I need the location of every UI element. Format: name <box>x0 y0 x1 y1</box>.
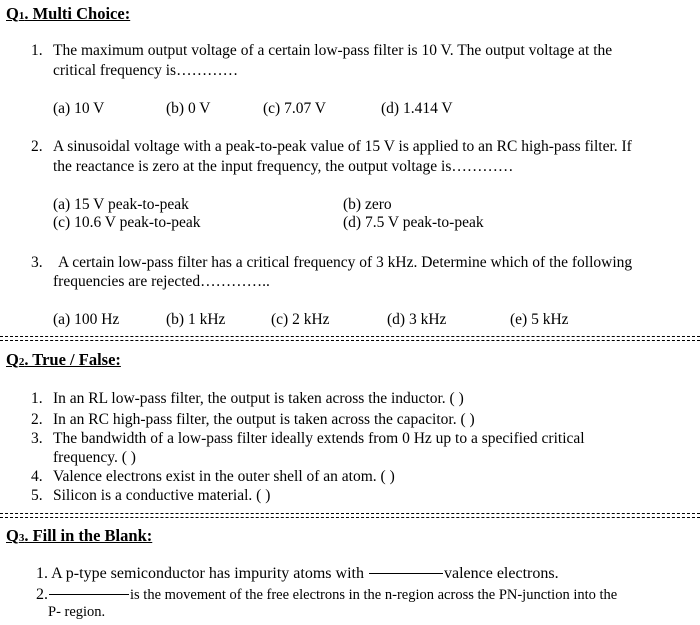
q1-item-3-option-e: (e) 5 kHz <box>510 311 569 328</box>
q1-item-2-line2: the reactance is zero at the input frequency, the output voltage is………… <box>53 158 514 175</box>
q2-item-4-text: Valence electrons exist in the outer shell of an atom. ( ) <box>53 468 395 485</box>
section-divider <box>0 336 700 337</box>
answer-blank[interactable] <box>49 594 129 595</box>
section-divider <box>0 513 700 514</box>
q3-item-2-text: is the movement of the free electrons in the n-region across the PN-junction into the <box>130 587 618 603</box>
q1-item-3-option-d: (d) 3 kHz <box>387 311 447 328</box>
q1-item-1-number: 1. <box>31 42 43 59</box>
q2-item-3-text: The bandwidth of a low-pass filter ideally extends from 0 Hz up to a specified critical <box>53 430 585 447</box>
q1-item-3-line2: frequencies are rejected………….. <box>53 273 270 290</box>
q2-item-3-number: 3. <box>31 430 43 447</box>
q2-item-2-text: In an RC high-pass filter, the output is taken across the capacitor. ( ) <box>53 411 475 428</box>
q3-heading: Q3. Fill in the Blank: <box>6 526 153 545</box>
q2-item-1-number: 1. <box>31 390 43 407</box>
q1-item-1-option-a: (a) 10 V <box>53 100 105 117</box>
q1-heading: Q1. Multi Choice: <box>6 4 131 23</box>
q2-item-1-text: In an RL low-pass filter, the output is taken across the inductor. ( ) <box>53 390 464 407</box>
q1-item-1-option-b: (b) 0 V <box>166 100 211 117</box>
q2-item-4-number: 4. <box>31 468 43 485</box>
q1-item-3-option-a: (a) 100 Hz <box>53 311 120 328</box>
q2-item-5-text: Silicon is a conductive material. ( ) <box>53 487 271 504</box>
q3-item-2-number: 2. <box>36 586 48 603</box>
q1-item-2-option-c: (c) 10.6 V peak-to-peak <box>53 214 201 231</box>
q3-item-2-line2: P- region. <box>48 604 106 620</box>
q1-item-2-option-b: (b) zero <box>343 196 392 213</box>
q3-item-1-text: 1. A p-type semiconductor has impurity atoms with <box>36 565 368 582</box>
section-divider <box>0 340 700 341</box>
q3-item-1 <box>36 565 559 583</box>
section-divider <box>0 517 700 518</box>
q2-item-3-text-line2: frequency. ( ) <box>53 449 136 466</box>
q3-item-1-text-after: valence electrons. <box>443 565 559 582</box>
q1-item-1-line1: The maximum output voltage of a certain low-pass filter is 10 V. The output voltage at the <box>53 42 613 59</box>
q1-item-1-option-d: (d) 1.414 V <box>381 100 453 117</box>
q1-item-3-number: 3. <box>31 254 43 271</box>
answer-blank[interactable] <box>369 573 443 574</box>
q1-item-1-option-c: (c) 7.07 V <box>263 100 326 117</box>
q3-item-2 <box>36 586 617 604</box>
q2-item-5-number: 5. <box>31 487 43 504</box>
q1-item-2-line1: A sinusoidal voltage with a peak-to-peak value of 15 V is applied to an RC high-pass filter. If <box>53 138 632 155</box>
q1-item-1-line2: critical frequency is………… <box>53 62 239 79</box>
q1-item-2-option-d: (d) 7.5 V peak-to-peak <box>343 214 484 231</box>
q1-item-2-option-a: (a) 15 V peak-to-peak <box>53 196 189 213</box>
q1-item-2-number: 2. <box>31 138 43 155</box>
q1-item-3-option-b: (b) 1 kHz <box>166 311 226 328</box>
q1-item-3-line1: A certain low-pass filter has a critical frequency of 3 kHz. Determine which of the following <box>58 254 633 271</box>
q1-item-3-option-c: (c) 2 kHz <box>271 311 330 328</box>
q2-heading: Q2. True / False: <box>6 350 121 369</box>
q2-item-2-number: 2. <box>31 411 43 428</box>
